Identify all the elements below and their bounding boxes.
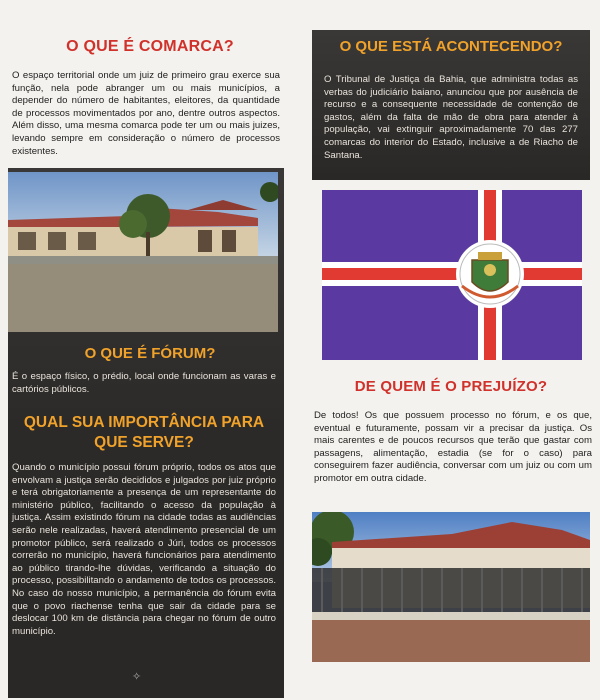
comarca-paragraph: O espaço territorial onde um juiz de primeiro grau exerce sua função, nela pode abranger um ou mais municípios, a depender do número de habitantes, eleitores, da quantidade de processos movimentados por ano, dentre outros aspectos. Além disso, uma mesma comarca pode ter um ou mais juizes, levando sempre em consideração o número de processos existentes.	[12, 70, 280, 157]
forum-building-photo-right	[312, 512, 590, 662]
prejuizo-paragraph: De todos! Os que possuem processo no fórum, e os que, eventual e futuramente, possam vir a precisar da justiça. Os mais carentes e de poucos recursos que terão que gastar com passagens, alimentação, estadia (se for o caso) para conseguirem fazer audiência, conversar com um juiz ou com um promotor em outra cidade.	[314, 410, 592, 484]
acontecendo-heading: O QUE ESTÁ ACONTECENDO?	[339, 38, 563, 55]
importancia-paragraph: Quando o município possui fórum próprio, todos os atos que envolvam a justiça serão decididos e julgados por juiz próprio e terá obrigatoriamente a presença de um representante do ministério público, facilitando o acesso da população à justiça. Assim existindo fórum na cidade todas as audiências serão nele realizadas, haverá atendimento presencial de um promotor público, será realizado o Júri, todos os processos correrão no município, haverá funcionários para atendimento ao público tirando-lhe dúvidas, verificando a situação do processo, possibilitando o andamento de todos os processos. No caso do nosso município, a permanência do fórum evita que o povo riachense tenha que sair da cidade para se deslocar 100 km de distância para chegar no fórum de outro município.	[12, 462, 276, 637]
right-column	[300, 0, 600, 700]
municipal-flag-image	[322, 190, 582, 360]
forum-paragraph: É o espaço físico, o prédio, local onde funcionam as varas e cartórios públicos.	[12, 371, 276, 395]
forum-building-photo-left	[8, 172, 278, 332]
small-logo-icon: ✧	[132, 671, 142, 683]
comarca-heading: O QUE É COMARCA?	[66, 38, 234, 55]
prejuizo-heading: DE QUEM É O PREJUÍZO?	[354, 378, 548, 395]
importancia-heading: QUAL SUA IMPORTÂNCIA PARA QUE SERVE?	[23, 414, 265, 451]
forum-heading: O QUE É FÓRUM?	[84, 345, 216, 362]
acontecendo-paragraph: O Tribunal de Justiça da Bahia, que administra todas as verbas do judiciário baiano, anunciou que por ausência de recurso e a consequente necessidade de contenção de gastos, além da falta de mão de obra para atender à população, vai extinguir aproximadamente 70 das 277 comarcas do interior do Estado, inclusive a de Riacho de Santana.	[324, 74, 578, 161]
